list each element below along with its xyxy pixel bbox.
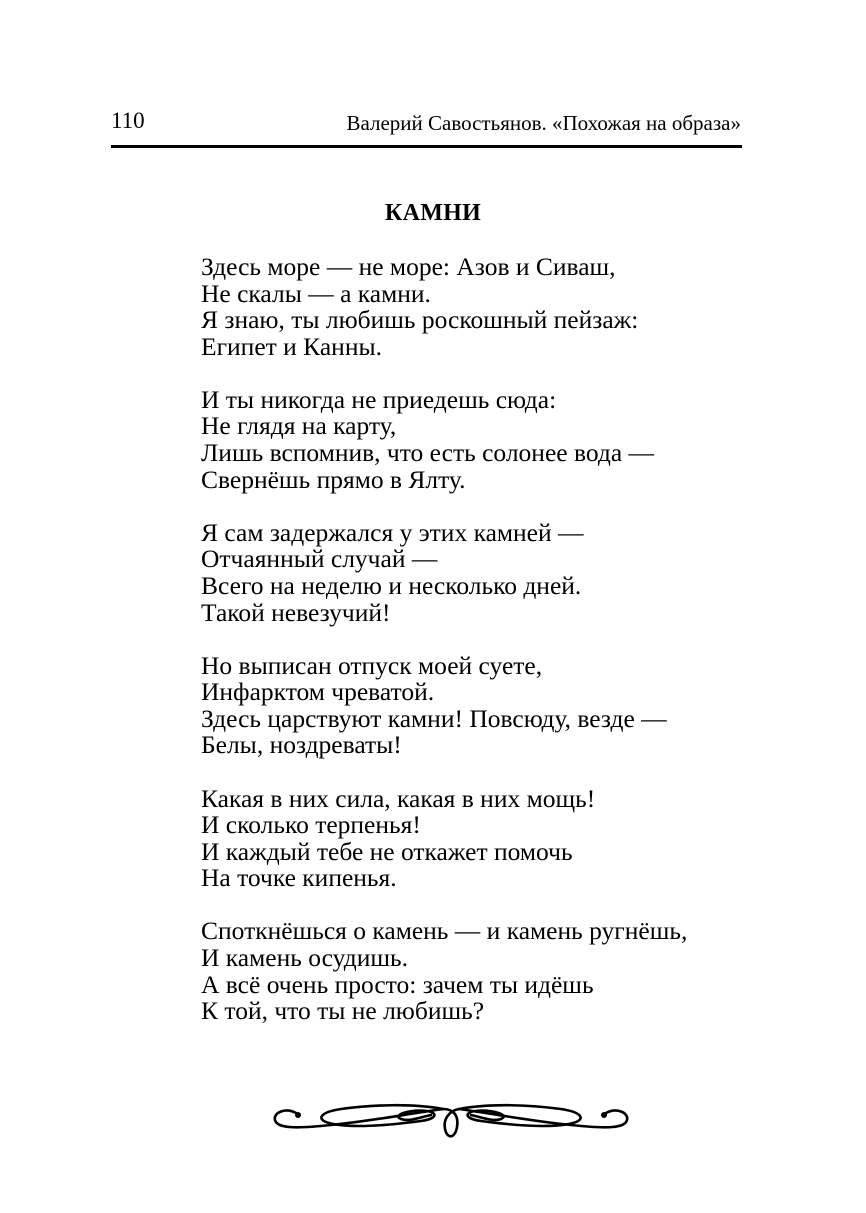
stanza-4 (201, 650, 801, 760)
poem-line: И камень осудишь. (201, 942, 408, 972)
poem-line: К той, что ты не любишь? (201, 996, 485, 1026)
stanza-5 (201, 783, 801, 893)
poem-line: Здесь море — не море: Азов и Сиваш, (201, 252, 616, 281)
running-header (111, 108, 741, 138)
poem-line: Всего на неделю и несколько дней. (201, 570, 582, 600)
stanza-1 (201, 254, 801, 360)
poem-line: А всё очень просто: зачем ты идёшь (201, 969, 594, 999)
poem-line: И каждый тебе не откажет помочь (201, 836, 573, 866)
poem-line: Отчаянный случай — (201, 544, 438, 574)
poem-line: Я сам задержался у этих камней — (201, 517, 584, 547)
poem-line: Я знаю, ты любишь роскошный пейзаж: (201, 305, 639, 335)
stanza-2 (201, 384, 801, 494)
header-rule (111, 145, 742, 148)
stanza-6 (201, 918, 801, 1024)
poem-title: КАМНИ (384, 200, 482, 226)
poem-line: Не глядя на карту, (201, 411, 397, 441)
poem-line: Здесь царствуют камни! Повсюду, везде — (201, 703, 667, 733)
poem-line: И сколько терпенья! (201, 810, 421, 840)
poem-line: Египет и Канны. (201, 331, 382, 361)
flourish-divider-icon (271, 1095, 631, 1155)
running-title: Валерий Савостьянов. «Похожая на образа» (346, 111, 741, 135)
poem-line: Не скалы — а камни. (201, 278, 431, 308)
poem-line: Лишь вспомнив, что есть солонее вода — (201, 438, 655, 468)
stanza-3 (201, 517, 801, 627)
poem-line: На точке кипенья. (201, 863, 397, 893)
poem-line: Споткнёшься о камень — и камень ругнёшь, (201, 916, 688, 946)
poem-line: Инфарктом чреватой. (201, 677, 435, 707)
poem-line: Но выписан отпуск моей суете, (201, 650, 543, 680)
poem-body (201, 254, 801, 1051)
poem-line: И ты никогда не приедешь сюда: (201, 384, 557, 414)
poem-line: Такой невезучий! (201, 597, 391, 627)
page-number: 110 (111, 108, 145, 133)
poem-line: Белы, ноздреваты! (201, 730, 402, 760)
poem-line: Какая в них сила, какая в них мощь! (201, 783, 596, 813)
poem-line: Свернёшь прямо в Ялту. (201, 464, 466, 494)
